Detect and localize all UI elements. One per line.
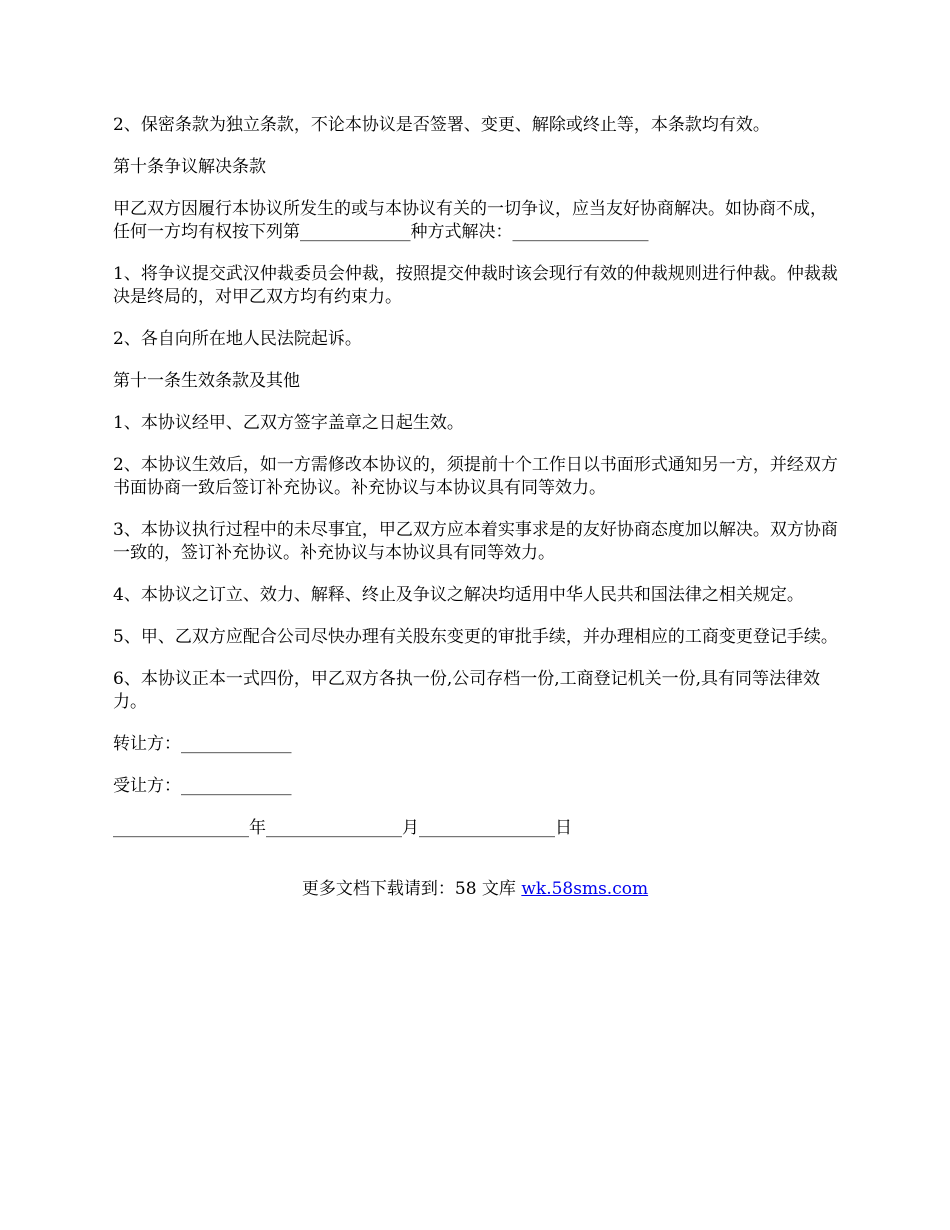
paragraph-effective-2: 2、本协议生效后，如一方需修改本协议的，须提前十个工作日以书面形式通知另一方，并经双方书面协商一致后签订补充协议。补充协议与本协议具有同等效力。 xyxy=(113,455,838,498)
paragraph-litigation: 2、各自向所在地人民法院起诉。 xyxy=(113,329,362,349)
date-line: ________________年________________月________________日 xyxy=(113,818,572,838)
paragraph-dispute-resolution: 甲乙双方因履行本协议所发生的或与本协议有关的一切争议，应当友好协商解决。如协商不成，任何一方均有权按下列第_____________种方式解决：________________ xyxy=(113,199,827,242)
signature-transferor: 转让方：_____________ xyxy=(113,734,292,754)
paragraph-effective-4: 4、本协议之订立、效力、解释、终止及争议之解决均适用中华人民共和国法律之相关规定。 xyxy=(113,585,804,605)
paragraph-confidentiality-2: 2、保密条款为独立条款，不论本协议是否签署、变更、解除或终止等，本条款均有效。 xyxy=(113,115,770,135)
paragraph-arbitration: 1、将争议提交武汉仲裁委员会仲裁，按照提交仲裁时该会现行有效的仲裁规则进行仲裁。仲裁裁决是终局的，对甲乙双方均有约束力。 xyxy=(113,264,838,307)
footer-link[interactable]: wk.58sms.com xyxy=(521,879,649,899)
heading-article-10: 第十条争议解决条款 xyxy=(113,157,266,177)
footer xyxy=(0,878,950,901)
paragraph-effective-6: 6、本协议正本一式四份，甲乙双方各执一份,公司存档一份,工商登记机关一份,具有同等法律效力。 xyxy=(113,669,821,712)
document-body xyxy=(113,114,843,859)
paragraph-effective-1: 1、本协议经甲、乙双方签字盖章之日起生效。 xyxy=(113,413,464,433)
heading-article-11: 第十一条生效条款及其他 xyxy=(113,371,300,391)
footer-text: 更多文档下载请到：58 文库 xyxy=(301,879,522,899)
paragraph-effective-5: 5、甲、乙双方应配合公司尽快办理有关股东变更的审批手续，并办理相应的工商变更登记手续。 xyxy=(113,627,838,647)
signature-transferee: 受让方：_____________ xyxy=(113,776,292,796)
paragraph-effective-3: 3、本协议执行过程中的未尽事宜，甲乙双方应本着实事求是的友好协商态度加以解决。双方协商一致的，签订补充协议。补充协议与本协议具有同等效力。 xyxy=(113,520,838,563)
